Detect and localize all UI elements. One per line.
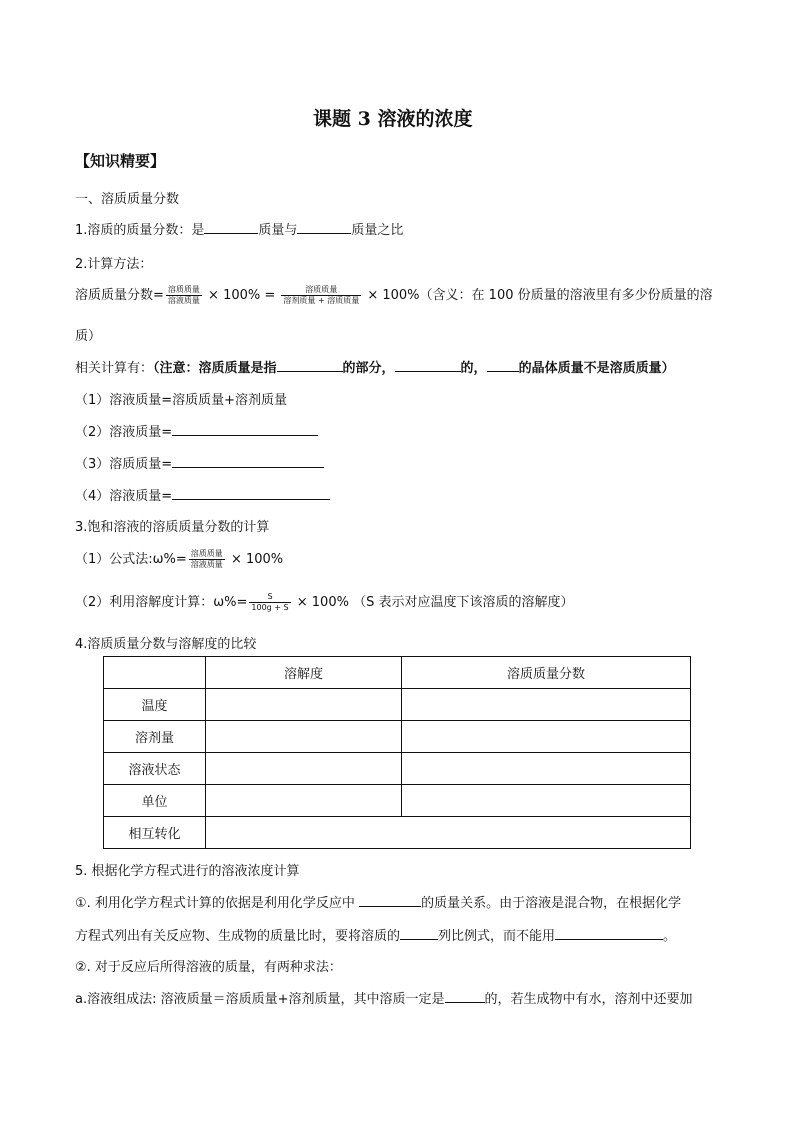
paragraph-text: ①. 利用化学方程式计算的依据是利用化学反应中 [75,896,355,911]
table-row [104,753,691,785]
list-item: （1）溶液质量=溶质质量+溶剂质量 [75,393,288,408]
fill-blank[interactable] [277,358,343,372]
note-text: 的， [460,361,487,376]
note-text: 的晶体质量不是溶质质量） [518,361,675,376]
table-cell[interactable] [206,753,402,785]
comparison-table [103,656,691,849]
row-header: 温度 [104,689,206,721]
note-text: 的部分， [342,361,395,376]
fill-blank[interactable] [400,926,438,940]
table-corner-cell [104,657,206,689]
column-header: 溶解度 [206,657,402,689]
paragraph-1-cont [75,925,676,944]
formula-label: （1）公式法:ω%= [75,552,187,567]
part5-heading: 5. 根据化学方程式进行的溶液浓度计算 [75,864,300,879]
def-end: 质量之比 [351,223,404,238]
row-header: 溶剂量 [104,721,206,753]
paragraph-text: 的，若生成物中有水，溶剂中还要加 [484,992,693,1007]
times-100: × 100% [230,552,284,567]
fill-blank[interactable] [172,486,330,500]
row-header: 溶液状态 [104,753,206,785]
paragraph-text: 方程式列出有关反应物、生成物的质量比时，要将溶质的 [75,929,401,944]
times-100: × 100% = [208,288,276,303]
table-cell[interactable] [402,753,691,785]
meaning-cont: 质） [75,329,102,344]
fraction-denominator: 100g + S [251,603,289,612]
section-heading: 【知识精要】 [75,152,166,170]
table-row [104,817,691,849]
meaning-note: （含义：在 100 份质量的溶液里有多少份质量的溶 [419,288,713,303]
table-cell[interactable] [206,721,402,753]
def-mid: 质量与 [258,223,298,238]
fill-blank[interactable] [445,989,485,1003]
column-header: 溶质质量分数 [402,657,691,689]
fraction-denominator: 溶剂质量 + 溶质质量 [283,296,360,305]
table-cell[interactable] [402,785,691,817]
table-cell[interactable] [206,689,402,721]
fill-blank[interactable] [395,358,461,372]
paragraph-3 [75,988,693,1007]
fraction [281,285,361,306]
solubility-note: （S 表示对应温度下该溶质的溶解度） [353,595,574,610]
item-label: （4）溶液质量= [75,489,173,504]
fraction [249,592,290,613]
fraction [166,285,202,306]
item-label: （2）溶液质量= [75,425,173,440]
note-text: （注意：溶质质量是指 [153,361,277,376]
fill-blank[interactable] [359,893,421,907]
calc-heading: 2.计算方法： [75,257,153,272]
times-100: × 100% [367,288,420,303]
fraction-numerator: 溶质质量 [190,549,223,558]
fraction-numerator: 溶质质量 [281,285,361,296]
related-label: 相关计算有： [75,361,154,376]
table-row [104,785,691,817]
fill-blank[interactable] [487,358,519,372]
fraction-denominator: 溶液质量 [190,560,223,569]
table-header-row [104,657,691,689]
page-title: 课题 3 溶液的浓度 [313,108,473,130]
table-cell[interactable] [206,785,402,817]
paragraph-text: 的质量关系。由于溶液是混合物，在根据化学 [421,896,682,911]
times-100: × 100% [296,595,349,610]
list-item [75,421,318,440]
table-cell[interactable] [206,817,691,849]
solubility-method [75,591,574,613]
part4-heading: 4.溶质质量分数与溶解度的比较 [75,637,257,652]
fill-blank[interactable] [172,422,318,436]
formula-label: （2）利用溶解度计算：ω%= [75,595,248,610]
fill-blank[interactable] [297,220,351,234]
paragraph-2: ②. 对于反应后所得溶液的质量，有两种求法： [75,960,342,975]
fraction [189,549,225,570]
fraction-numerator: S [249,592,290,603]
definition-line [75,219,403,238]
mass-fraction-formula [75,284,713,306]
part3-heading: 3.饱和溶液的溶质质量分数的计算 [75,520,270,535]
fraction-denominator: 溶液质量 [167,296,200,305]
paragraph-text: 列比例式，而不能用 [438,929,556,944]
list-item [75,453,324,472]
table-cell[interactable] [402,689,691,721]
table-cell[interactable] [402,721,691,753]
fraction-numerator: 溶质质量 [167,285,200,294]
paragraph-text: 。 [663,929,677,944]
related-calc-line [75,357,675,376]
row-header: 相互转化 [104,817,206,849]
part1-heading: 一、溶质质量分数 [75,192,180,207]
row-header: 单位 [104,785,206,817]
paragraph-1 [75,892,681,911]
item-label: （3）溶质质量= [75,457,173,472]
table-row [104,721,691,753]
paragraph-text: a.溶液组成法: 溶液质量＝溶质质量+溶剂质量，其中溶质一定是 [75,992,445,1007]
table-row [104,689,691,721]
fill-blank[interactable] [172,454,324,468]
fill-blank[interactable] [555,926,663,940]
list-item [75,485,330,504]
def-start: 1.溶质的质量分数：是 [75,223,205,238]
fill-blank[interactable] [204,220,258,234]
formula-method [75,548,283,570]
formula-label: 溶质质量分数= [75,288,164,303]
